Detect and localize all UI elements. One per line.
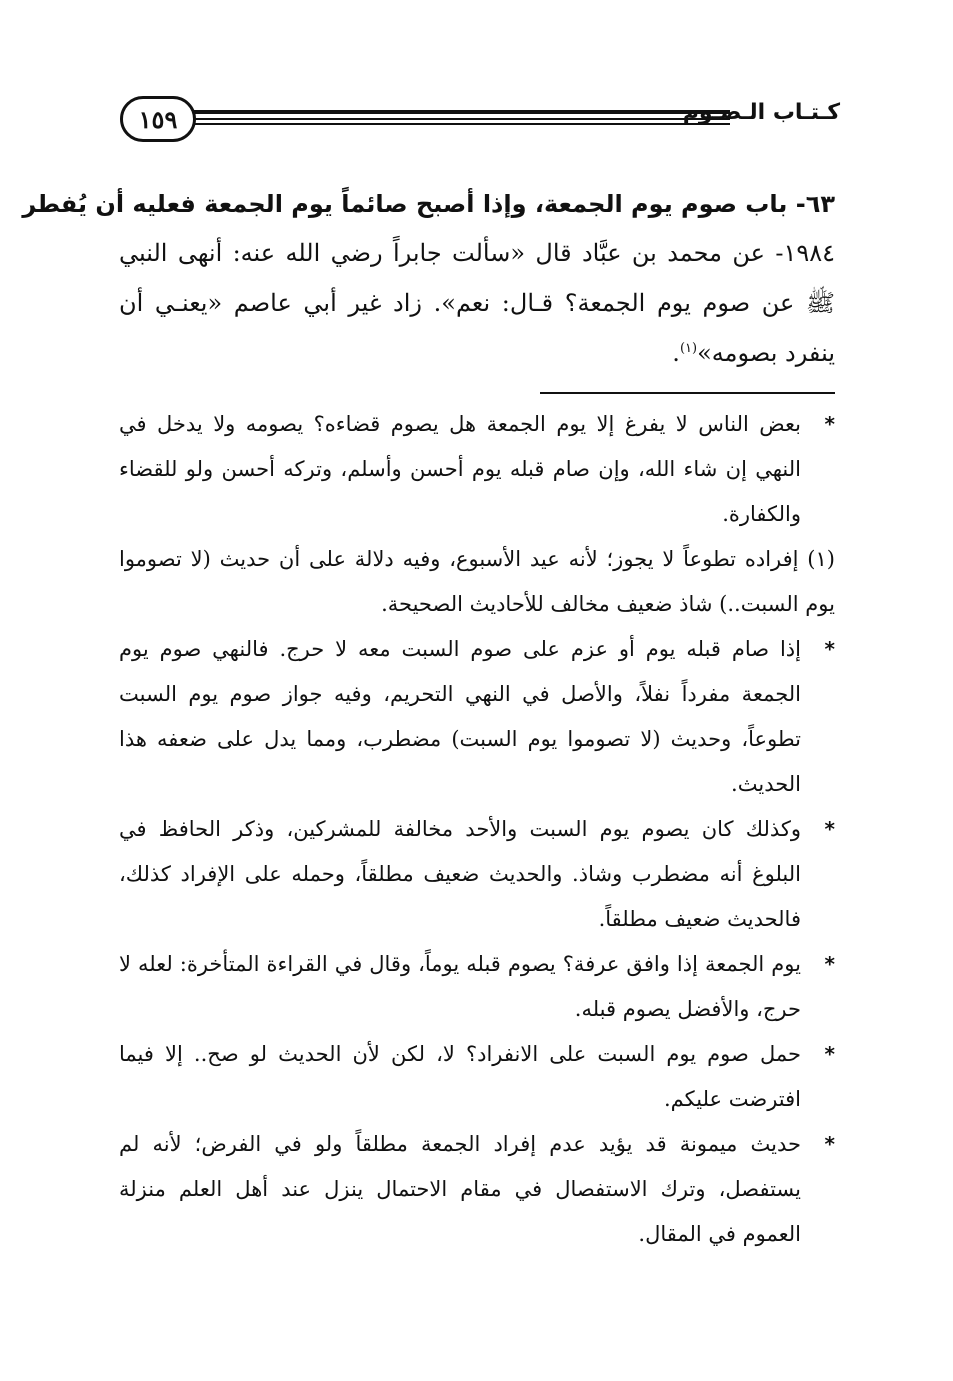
header-rule — [194, 110, 730, 127]
commentary-note — [119, 807, 835, 942]
footnote-text: (١) إفراده تطوعاً لا يجوز؛ لأنه عيد الأسبوع، وفيه دلالة على أن حديث (لا تصوموا يوم السبت..) شاذ ضعيف مخالف للأحاديث الصحيحة. — [119, 547, 835, 616]
note-text: حمل صوم يوم السبت على الانفراد؟ لا، لكن لأن الحديث لو صح.. إلا فيما افترضت عليكم. — [119, 1042, 801, 1111]
footnote — [119, 537, 835, 627]
commentary-note — [119, 942, 835, 1032]
asterisk-icon: * — [824, 637, 835, 661]
page-number-frame — [120, 96, 196, 142]
page-content — [22, 180, 835, 1257]
commentary-note — [119, 402, 835, 537]
hadith-text — [119, 228, 835, 378]
asterisk-icon: * — [824, 817, 835, 841]
asterisk-icon: * — [824, 1132, 835, 1156]
asterisk-icon: * — [824, 412, 835, 436]
commentary-note — [119, 627, 835, 807]
footnote-marker: (١) — [679, 341, 698, 356]
footnote-divider — [540, 392, 835, 394]
page-number: ١٥٩ — [138, 104, 178, 134]
note-text: بعض الناس لا يفرغ إلا يوم الجمعة هل يصوم قضاءه؟ يصومه ولا يدخل في النهي إن شاء الله، وإن صام قبله يوم أحسن وأسلم، وتركه أحسن ولو للقضاء والكفارة. — [119, 412, 801, 526]
header-rule-thin-line — [194, 123, 730, 125]
asterisk-icon: * — [824, 1042, 835, 1066]
header-rule-thin-line — [194, 118, 730, 120]
note-text: حديث ميمونة قد يؤيد عدم إفراد الجمعة مطلقاً ولو في الفرض؛ لأنه لم يستفصل، وترك الاستفصال في مقام الاحتمال ينزل عند أهل العلم منزلة العموم في المقال. — [119, 1132, 801, 1246]
note-text: إذا صام قبله يوم أو عزم على صوم السبت معه لا حرج. فالنهي صوم يوم الجمعة مفرداً نفلاً، والأصل في النهي التحريم، وفيه جواز صوم يوم السبت تطوعاً، وحديث (لا تصوموا يوم السبت) مضطرب، ومما يدل على ضعفه هذا الحديث. — [119, 637, 801, 796]
asterisk-icon: * — [824, 952, 835, 976]
page-header — [120, 96, 840, 146]
chapter-title: ٦٣- باب صوم يوم الجمعة، وإذا أصبح صائماً يوم الجمعة فعليه أن يُفطر — [22, 190, 835, 218]
header-rule-thick-line — [194, 110, 730, 114]
running-title: كـتـاب الـصـوم — [682, 100, 840, 125]
commentary-note — [119, 1122, 835, 1257]
note-text: وكذلك كان يصوم يوم السبت والأحد مخالفة للمشركين، وذكر الحافظ في البلوغ أنه مضطرب وشاذ. والحديث ضعيف مطلقاً، وحمله على الإفراد كذلك، فالحديث ضعيف مطلقاً. — [119, 817, 801, 931]
commentary-note — [119, 1032, 835, 1122]
hadith-end: . — [672, 339, 680, 367]
note-text: يوم الجمعة إذا وافق عرفة؟ يصوم قبله يوماً، وقال في القراءة المتأخرة: لعله لا حرج، والأفضل يصوم قبله. — [119, 952, 801, 1021]
hadith-body: ١٩٨٤- عن محمد بن عبَّاد قال «سألت جابراً رضي الله عنه: أنهى النبي ﷺ عن صوم يوم الجمعة؟ قـال: نعم». زاد غير أبي عاصم «يعنـي أن ينفرد بصومه» — [119, 239, 835, 367]
